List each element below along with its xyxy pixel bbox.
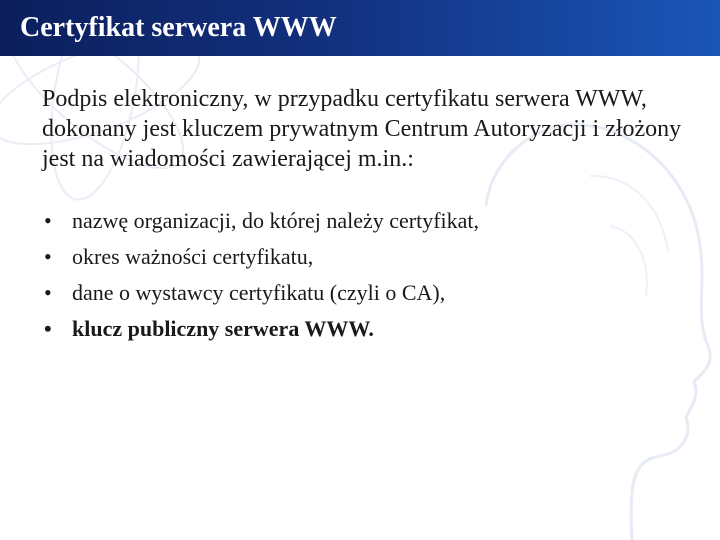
bullet-dot-icon: •: [44, 316, 52, 341]
bullet-text: okres ważności certyfikatu,: [72, 244, 314, 269]
bullet-list: [42, 203, 682, 347]
bullet-item: [42, 239, 682, 275]
slide-content: [42, 84, 682, 347]
bullet-item-bold: [42, 311, 682, 347]
bullet-text: klucz publiczny serwera WWW.: [72, 316, 374, 341]
bullet-item: [42, 203, 682, 239]
title-bar: [0, 0, 720, 56]
bullet-text: nazwę organizacji, do której należy certyfikat,: [72, 208, 480, 233]
intro-paragraph: Podpis elektroniczny, w przypadku certyfikatu serwera WWW, dokonany jest kluczem prywatnym Centrum Autoryzacji i złożony jest na wiadomości zawierającej m.in.:: [42, 86, 682, 172]
bullet-dot-icon: •: [44, 244, 52, 269]
bullet-item: [42, 275, 682, 311]
bullet-dot-icon: •: [44, 280, 52, 305]
bullet-text: dane o wystawcy certyfikatu (czyli o CA),: [72, 280, 446, 305]
slide-title: Certyfikat serwera WWW: [20, 12, 337, 43]
bullet-dot-icon: •: [44, 208, 52, 233]
